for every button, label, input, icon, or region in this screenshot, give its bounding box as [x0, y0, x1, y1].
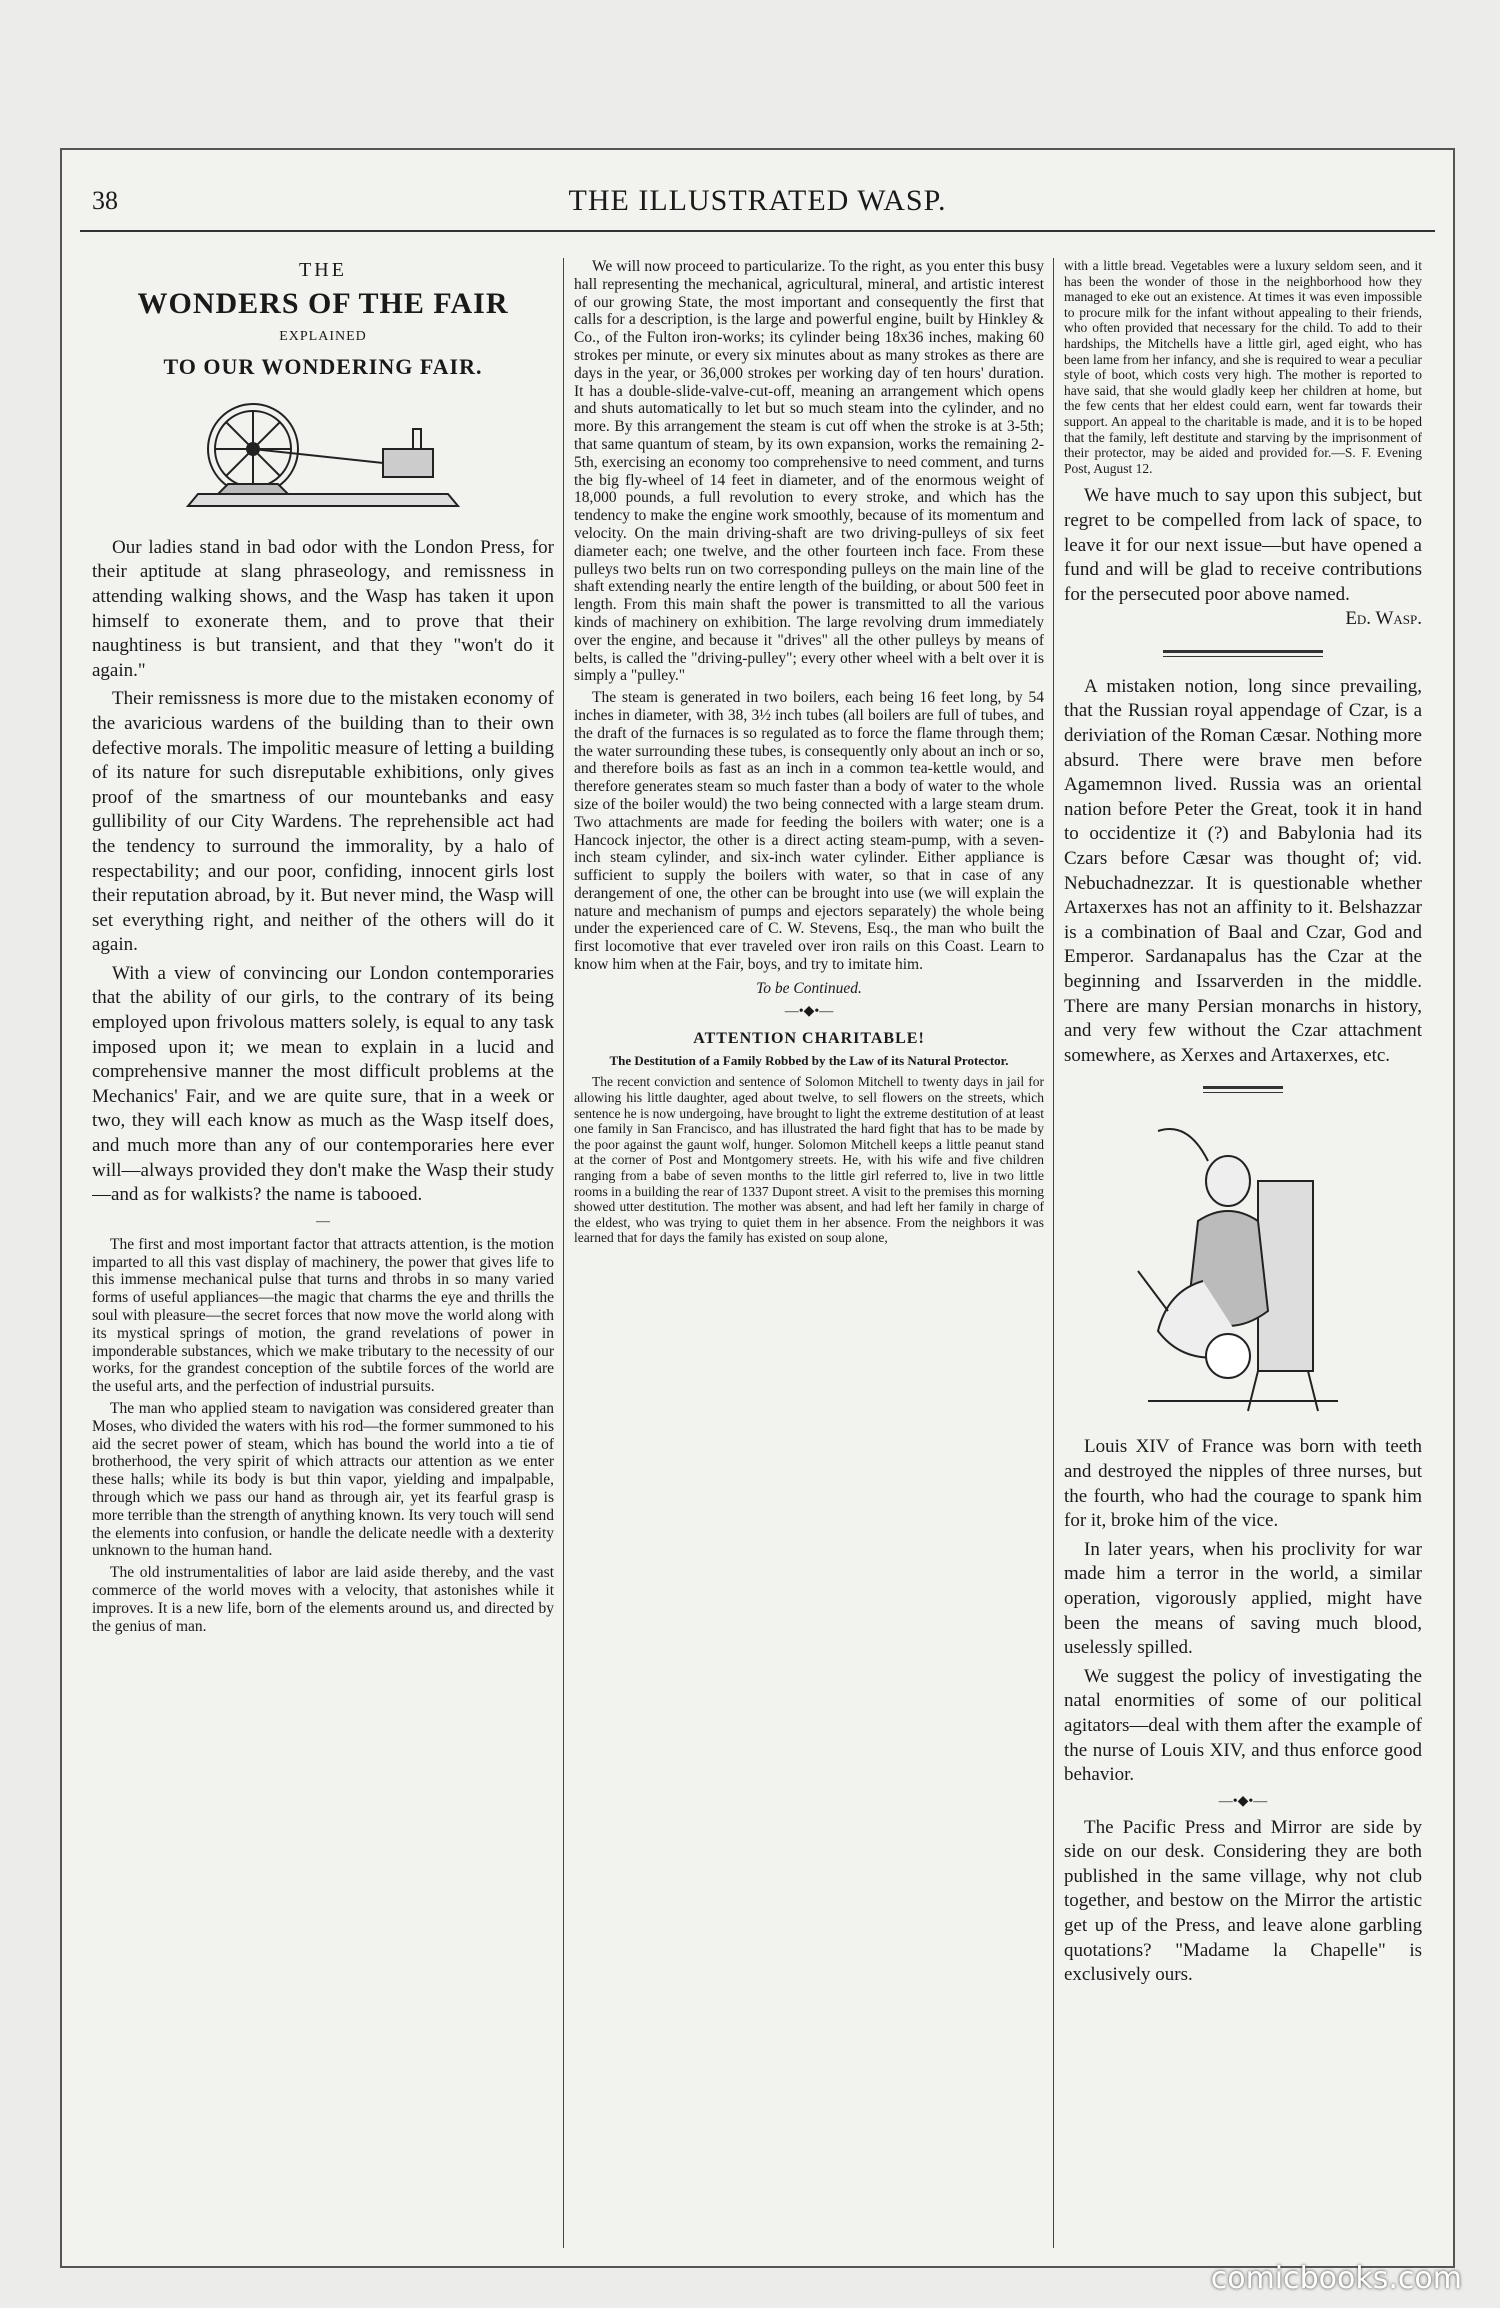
- louis-paragraph: In later years, when his proclivity for war made him a terror in the world, a similar operation, vigorously applied, might have been the means of saving much blood, uselessly spilled.: [1064, 1538, 1422, 1659]
- nurse-spanking-illustration: [1108, 1111, 1378, 1421]
- column-divider: [1053, 258, 1054, 2248]
- press-paragraph: The Pacific Press and Mirror are side by side on our desk. Considering they are both published in the same village, why not club together, and bestow on the Mirror the artistic get up of the Press, and leave alone garbling quotations? "Madame la Chapelle" is exclusively ours.: [1064, 1816, 1422, 1986]
- editor-signature: Ed. Wasp.: [1345, 608, 1422, 630]
- steam-engine-illustration: [178, 394, 468, 514]
- ornament-separator: —•◆•—: [1218, 1793, 1268, 1809]
- article-kicker: THE: [299, 259, 347, 281]
- article-small-paragraphs: [92, 1236, 554, 1636]
- article-paragraph: Their remissness is more due to the mistaken economy of the avaricious wardens of the building than to their own defective morals. The impolitic measure of letting a building of its nature for such disreputable exhibitions, only gives proof of the smartness of our mountebanks and easy gullibility of our City Wardens. The reprehensible act had the tendency to surround the immorality, by a halo of respectability; and our poor, confiding, innocent girls lost their reputation abroad, by it. But never mind, the Wasp will set everything right, and neither of the others will do it again.: [92, 688, 554, 956]
- charity-body: The recent conviction and sentence of Solomon Mitchell to twenty days in jail for allowing his little daughter, aged about twelve, to sell flowers on the streets, which sentence he is now undergoing, have brought to light the extreme destitution of at least one family in San Francisco, and has illustrated the hard fight that has to be made by the poor against the gaunt wolf, hunger. Solomon Mitchell keeps a little peanut stand at the corner of Post and Montgomery streets. He, with his wife and five children ranging from a babe of seven months to the little girl referred to, live in two little rooms in a building the rear of 1337 Dupont street. A visit to the premises this morning showed utter destitution. The mother was absent, and had left her family in charge of the eldest, who was trying to quiet them in her absence. From the neighbors it was learned that for days the family has existed on soup alone,: [574, 1074, 1044, 1246]
- article-paragraph: The first and most important factor that attracts attention, is the motion imparted to all this vast display of machinery, the power that gives life to this immense mechanical pulse that turns and throbs in so many varied forms of useful appliances—the magic that charms the eye and thrills the soul with pleasure—the secret forces that now move the world along with its mystical springs of motion, the grand revelations of power in imponderable substances, which we make tributary to the necessity of our works, for the grandest conception of the subtile forces of the world are the useful arts, and the perfection of industrial pursuits.: [92, 1235, 554, 1396]
- page-number: 38: [92, 186, 118, 215]
- article-paragraph: We will now proceed to particularize. To the right, as you enter this busy hall representing the mechanical, agricultural, mineral, and artistic interest of our growing State, the most important and consequently the first that calls for a description, is the large and powerful engine, built by Hinkley & Co., of the Fulton iron-works; its cylinder being 18x36 inches, making 60 strokes per minute, or every six minutes about as many strokes as there are days in the year, or 36,000 strokes per working day of ten hours' duration. It has a double-slide-valve-cut-off, meaning an arrangement which opens and shuts automatically to let but so much steam into the cylinder, and no more. By this arrangement the steam is cut off when the stroke is at 3-5th; that same quantum of steam, by its own expansion, works the remaining 2-5th, exercising an economy too comprehensive to need comment, and turns the big fly-wheel of 14 feet in diameter, and of the enormous weight of 18,000 pounds, a full revolution to every stroke, and which has the tendency to make the engine work smoothly, because of its momentum and velocity. On the main driving-shaft are two driving-pulleys of six feet diameter each; one twelve, and the other fourteen inch face. From these pulleys two belts run on two corresponding pulleys on the main line of the shaft extending nearly the entire length of the building, or about 500 feet in length. From this main shaft the power is transmitted to all the various kinds of machinery on exhibition. The large revolving drum immediately over the engine, and because it "drives" all the other pulleys by means of belts, is called the "driving-pulley"; every other wheel with a belt over it is simply a "pulley.": [574, 258, 1044, 685]
- louis-paragraph: Louis XIV of France was born with teeth and destroyed the nipples of three nurses, but the fourth, who had the courage to spank him for it, broke him of the vice.: [1064, 1436, 1422, 1532]
- double-rule: [1203, 1086, 1283, 1093]
- article-paragraph: The steam is generated in two boilers, each being 16 feet long, by 54 inches in diameter, with 38, 3½ inch tubes (all boilers are full of tubes, and the draft of the furnaces is so regulated as to force the flame through them; the water surrounding these tubes, is consequently only about an inch or so, and therefore boils as fast as an inch in a common tea-kettle would, and therefore generates steam so much faster than a body of water to the whole size of the boiler would) the two being connected with a large steam drum. Two attachments are made for feeding the boilers with water; one is a Hancock injector, the other is a direct acting steam-pump, with a seven-inch steam cylinder, and six-inch water cylinder. Either appliance is sufficient to supply the boilers with water, so that in case of any derangement of one, the other can be brought into use (we will explain the nature and mechanism of pumps and ejectors separately) the whole being under the experienced care of C. W. Stevens, Esq., the man who built the first locomotive that ever traveled over iron rails on this Coast. Learn to know him when at the Fair, boys, and try to imitate him.: [574, 689, 1044, 974]
- signature-line: [1064, 607, 1422, 632]
- column-3: [1064, 258, 1422, 2258]
- charity-body-continued: with a little bread. Vegetables were a luxury seldom seen, and it has been the wonder of those in the neighborhood how they managed to eke out an existence. At times it was even impossible to procure milk for the infant without appealing to their friends, who often provided that necessary for the child. To add to their hardships, the Mitchells have a little girl, aged eight, who has been lame from her infancy, and she is required to wear a peculiar style of boot, which costs very high. The mother is reported to have said, that she would gladly keep her children at home, but the few cents that her eldest could earn, went far towards their support. An appeal to the charitable is made, and it is to be hoped that the family, left destitute and starving by the imprisonment of their protector, may be aided and provided for.—S. F. Evening Post, August 12.: [1064, 258, 1422, 476]
- charity-reply: We have much to say upon this subject, but regret to be compelled from lack of space, to leave it for our next issue—but have opened a fund and will be glad to receive contributions for the persecuted poor above named.: [1064, 485, 1422, 605]
- column-1: [92, 258, 554, 2258]
- page-header: [62, 180, 1453, 220]
- article-paragraph: The man who applied steam to navigation was considered greater than Moses, who divided the waters with his rod—the former summoned to his aid the secret power of steam, which has bound the world into a tie of brotherhood, the very spirit of which attracts our attention as we enter these halls; while its body is but thin vapor, yielding and impalpable, through which we pass our hand as through air, yet its fearful grasp is more terrible than the strength of anything known. Its very touch will send the elements into confusion, or handle the delicate needle with a dexterity unknown to the human hand.: [92, 1399, 554, 1560]
- short-rule: —: [316, 1213, 330, 1229]
- article-explained: EXPLAINED: [279, 328, 367, 344]
- double-rule: [1163, 650, 1323, 657]
- newspaper-page: [60, 148, 1455, 2268]
- watermark: comicbooks.com: [1210, 2261, 1462, 2296]
- column-2: [574, 258, 1044, 2258]
- article-title: WONDERS OF THE FAIR: [137, 286, 509, 320]
- article-paragraph: Our ladies stand in bad odor with the London Press, for their aptitude at slang phraseology, and remissness in attending walking shows, and the Wasp has taken it upon himself to exonerate them, and to prove that their naughtiness is but transient, and that they "won't do it again.": [92, 536, 554, 681]
- charity-subtitle: The Destitution of a Family Robbed by the Law of its Natural Protector.: [609, 1053, 1009, 1069]
- czar-paragraph: A mistaken notion, long since prevailing, that the Russian royal appendage of Czar, is a deriviation of the Roman Cæsar. Nothing more absurd. There were brave men before Agamemnon lived. Russia was an oriental nation before Peter the Great, took it in hand to occidentize it (?) and Babylonia had its Czars before Cæsar was thought of; vid. Nebuchadnezzar. It is questionable whether Artaxerxes has not an affinity to it. Belshazzar is a combination of Baal and Czar, God and Emperor. Sardanapalus has the Czar at the beginning and Issarverden in the middle. There are many Persian monarchs in history, and very few without the Czar attachment somewhere, as Xerxes and Artaxerxes, etc.: [1064, 675, 1422, 1066]
- article-paragraph: With a view of convincing our London contemporaries that the ability of our girls, to the contrary of its being employed upon frivolous matters solely, is equal to any task imposed upon it; we mean to explain in a lucid and comprehensive manner the most difficult problems at the Mechanics' Fair, and we are quite sure, that in a week or two, they will each know as much as the Wasp itself does, and much more than any of our contemporaries here ever will—always provided they don't make the Wasp their study—and as for walkists? the name is tabooed.: [92, 962, 554, 1206]
- masthead: THE ILLUSTRATED WASP.: [568, 184, 947, 217]
- charity-title: ATTENTION CHARITABLE!: [693, 1029, 925, 1047]
- column-divider: [563, 258, 564, 2248]
- header-rule: [80, 230, 1435, 232]
- article-subtitle: TO OUR WONDERING FAIR.: [163, 354, 483, 380]
- article-intro-paragraphs: [92, 536, 554, 1208]
- to-be-continued: To be Continued.: [756, 979, 862, 997]
- ornament-separator: —•◆•—: [784, 1003, 834, 1019]
- louis-paragraph: We suggest the policy of investigating the natal enormities of some of our political agitators—deal with them after the example of the nurse of Louis XIV, and thus enforce good behavior.: [1064, 1665, 1422, 1786]
- article-paragraph: The old instrumentalities of labor are laid aside thereby, and the vast commerce of the world moves with a velocity, that astonishes while it improves. It is a new life, born of the elements around us, and directed by the genius of man.: [92, 1564, 554, 1635]
